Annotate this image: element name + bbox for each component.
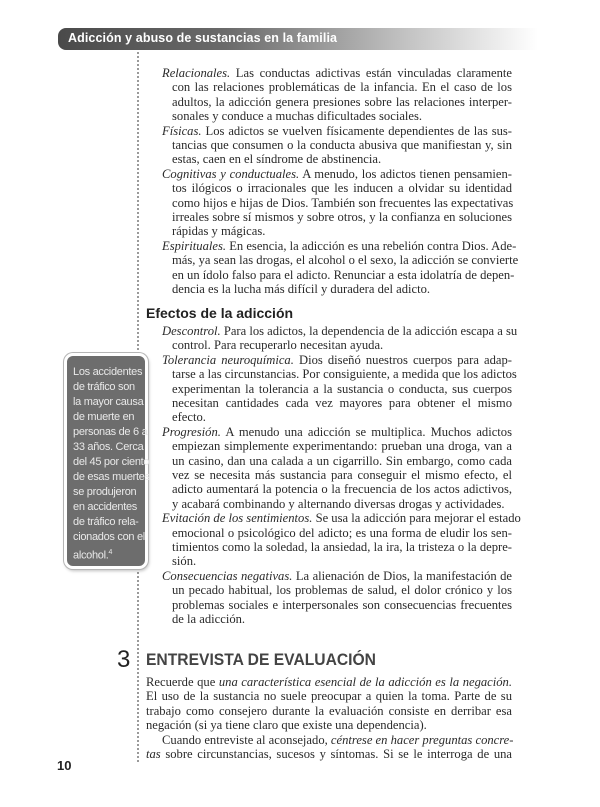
sidebar-text-line: alcohol.$^4$ bbox=[73, 549, 113, 562]
list-item-line bbox=[172, 282, 512, 296]
page-number: 10 bbox=[57, 758, 72, 773]
list-item-text: de la adicción. bbox=[172, 612, 246, 626]
list-item-text: como hijos e hijas de Dios. También son frecuentes las expectativas bbox=[172, 195, 514, 210]
list-item-text: vez se necesita más sustancia para conseguir el mismo efecto, el bbox=[172, 468, 512, 482]
list-item-text: timientos como la soledad, la ansiedad, la ira, la tristeza o la depre- bbox=[172, 540, 512, 554]
list-item-line bbox=[172, 80, 512, 94]
paragraph-line bbox=[146, 718, 512, 732]
emphasis-text: tas bbox=[146, 747, 161, 761]
list-item-line bbox=[172, 410, 512, 424]
list-item-line bbox=[172, 181, 512, 195]
list-item-term: Físicas. bbox=[162, 123, 202, 138]
sidebar-text-line: la mayor causa bbox=[73, 396, 144, 408]
list-item-term: Evitación de los sentimientos. bbox=[162, 511, 313, 526]
list-item-text: experimentan la tolerancia a la sustancia o conducta, sus cuerpos bbox=[172, 381, 512, 396]
emphasis-text: céntrese en hacer preguntas concre- bbox=[330, 732, 514, 747]
list-item-line bbox=[172, 612, 512, 626]
list-item-line bbox=[172, 382, 512, 396]
sidebar-text-line: se produjeron bbox=[73, 486, 137, 498]
body-text: El uso de la sustancia no suele preocupar a quien la toma. Parte de su bbox=[146, 689, 512, 704]
list-item-text: A menudo una adicción se multiplica. Muchos adictos bbox=[225, 424, 512, 439]
section-heading-effects: Efectos de la adicción bbox=[146, 305, 294, 321]
list-item-text: empiezan simplemente experimentando: prueban una droga, van a bbox=[172, 439, 512, 454]
sidebar-text-line: 33 años. Cerca bbox=[73, 441, 144, 453]
list-item-text: La alienación de Dios, la manifestación de bbox=[295, 568, 512, 583]
list-item-line bbox=[172, 138, 512, 152]
paragraph-line bbox=[146, 689, 512, 703]
list-item-line bbox=[172, 210, 512, 224]
list-item-line bbox=[172, 95, 512, 109]
list-item-line bbox=[162, 66, 512, 80]
chapter-number: 3 bbox=[117, 646, 131, 673]
body-text: trabajo como consejero durante la evaluación consiste en derribar esa bbox=[146, 703, 512, 718]
list-item-line bbox=[172, 439, 512, 453]
emphasis-text: una característica esencial de la adicción es la negación. bbox=[218, 675, 513, 689]
list-item-text: tancias que consumen o la conducta abusiva que manifiestan y, sin bbox=[172, 138, 512, 152]
list-item-line bbox=[172, 554, 512, 568]
sidebar-text-line: Los accidentes bbox=[73, 366, 143, 378]
paragraph-line bbox=[146, 704, 512, 718]
sidebar-text-line: personas de 6 a bbox=[73, 426, 148, 438]
list-item-text: tos ilógicos o irracionales que les inducen a olvidar su identidad bbox=[172, 181, 512, 196]
list-item-text: problemas sociales e interpersonales son consecuencias frecuentes bbox=[172, 597, 512, 612]
list-item-line bbox=[172, 468, 512, 482]
list-item-text: Para los adictos, la dependencia de la adicción escapa a su bbox=[223, 324, 518, 338]
list-item-line bbox=[172, 224, 512, 238]
sidebar-text-line: cionados con el bbox=[73, 531, 145, 543]
sidebar-text-line: del 45 por ciento bbox=[73, 456, 150, 468]
paragraph-line bbox=[162, 733, 512, 747]
list-item-text: emocional o psicológico del adicto; es una forma de eludir los sen- bbox=[172, 525, 512, 540]
list-item-text: un pecado habitual, los problemas de salud, el dolor crónico y los bbox=[172, 583, 512, 598]
list-item-term: Consecuencias negativas. bbox=[162, 568, 293, 583]
list-item-text: adicto aumentará la potencia o la frecuencia de los actos adictivos, bbox=[172, 482, 512, 497]
body-text: negación (si ya tiene claro que existe una dependencia). bbox=[146, 718, 427, 733]
list-item-term: Descontrol. bbox=[162, 324, 221, 338]
list-item-text: necesitan cantidades cada vez mayores para obtener el mismo bbox=[172, 396, 512, 410]
list-item-line bbox=[172, 526, 512, 540]
list-item-line bbox=[172, 253, 519, 268]
paragraph-line bbox=[146, 675, 512, 689]
list-item-line bbox=[172, 598, 512, 612]
list-item-line bbox=[162, 238, 517, 253]
sidebar-text-line: de tráfico rela- bbox=[73, 516, 139, 528]
list-item-line bbox=[172, 109, 512, 123]
sidebar-text-line: de muerte en bbox=[73, 411, 135, 423]
list-item-line bbox=[172, 267, 515, 282]
list-item-line bbox=[172, 196, 512, 210]
list-item-text: Dios diseñó nuestros cuerpos para adap- bbox=[298, 352, 512, 367]
list-item-text: dencia es la lucha más difícil y duradera del adicto. bbox=[172, 282, 431, 296]
list-item-line bbox=[172, 583, 512, 597]
running-header bbox=[58, 28, 538, 50]
chapter-title: ENTREVISTA DE EVALUACIÓN bbox=[146, 650, 376, 669]
list-item-line bbox=[162, 124, 512, 138]
list-item-text: con las relaciones problemáticas de la infancia. En el caso de los bbox=[172, 80, 512, 95]
list-item-line bbox=[172, 367, 517, 382]
list-item-text: más, ya sean las drogas, el alcohol o el sexo, la adicción se convierte bbox=[172, 253, 519, 268]
body-text: sobre circunstancias, sucesos y síntomas. Si se le interroga de una bbox=[160, 747, 512, 761]
body-text: Recuerde que bbox=[146, 675, 219, 689]
sidebar-text-line: en accidentes bbox=[73, 501, 137, 513]
list-item-line bbox=[162, 511, 521, 526]
list-item-term: Cognitivas y conductuales. bbox=[162, 166, 300, 181]
list-item-term: Relacionales. bbox=[162, 66, 231, 80]
list-item-line bbox=[162, 569, 512, 583]
list-item-text: sión. bbox=[172, 554, 197, 569]
list-item-text: rápidas y mágicas. bbox=[172, 224, 266, 239]
list-item-line bbox=[172, 396, 512, 410]
list-item-text: tarse a las circunstancias. Por consiguiente, a medida que los adictos bbox=[172, 367, 517, 382]
list-item-line bbox=[172, 454, 512, 468]
running-header-title: Adicción y abuso de sustancias en la familia bbox=[68, 31, 338, 45]
list-item-text: en un ídolo falso para el adicto. Renunciar a esta idolatría de depen- bbox=[172, 267, 515, 282]
list-item-text: irreales sobre sí mismos y sobre otros, y la confianza en soluciones bbox=[172, 210, 512, 224]
list-item-text: Las conductas adictivas están vinculadas claramente bbox=[235, 66, 512, 80]
list-item-term: Tolerancia neuroquímica. bbox=[162, 352, 294, 367]
list-item-text: sonales y conduce a muchas dificultades sociales. bbox=[172, 109, 423, 124]
sidebar-text-line: de tráfico son bbox=[73, 381, 135, 393]
footnote-marker: 4 bbox=[108, 549, 113, 556]
sidebar-fact-box bbox=[64, 353, 148, 569]
list-item-text: y acabará combinando y alternando diversas drogas y actividades. bbox=[172, 496, 505, 511]
list-item-text: En esencia, la adicción es una rebelión contra Dios. Ade- bbox=[229, 238, 517, 253]
list-item-line bbox=[172, 482, 512, 496]
list-item-term: Progresión. bbox=[162, 424, 221, 439]
list-item-text: efecto. bbox=[172, 410, 206, 425]
list-item-text: Los adictos se vuelven físicamente dependientes de las sus- bbox=[205, 123, 513, 138]
list-item-line bbox=[162, 425, 512, 439]
body-text: Cuando entreviste al aconsejado, bbox=[162, 732, 331, 747]
list-item-line bbox=[172, 338, 512, 352]
list-item-line bbox=[162, 324, 518, 338]
paragraph-line bbox=[146, 747, 512, 761]
list-item-line bbox=[162, 353, 512, 367]
list-item-term: Espirituales. bbox=[162, 238, 227, 253]
list-item-line bbox=[172, 540, 512, 554]
list-item-text: A menudo, los adictos tienen pensamien- bbox=[302, 166, 512, 181]
sidebar-text-line: de esas muertes bbox=[73, 471, 150, 483]
list-item-text: estas, caen en el síndrome de abstinencia. bbox=[172, 152, 382, 167]
list-item-text: un casino, dan una calada a un cigarrillo. Sin embargo, como cada bbox=[172, 453, 512, 468]
list-item-line bbox=[172, 497, 512, 511]
list-item-text: Se usa la adicción para mejorar el estado bbox=[315, 511, 521, 526]
list-item-text: adultos, la adicción genera presiones sobre las relaciones interper- bbox=[172, 94, 512, 109]
list-item-text: control. Para recuperarlo necesitan ayuda. bbox=[172, 338, 384, 353]
list-item-line bbox=[162, 167, 512, 181]
list-item-line bbox=[172, 152, 512, 166]
